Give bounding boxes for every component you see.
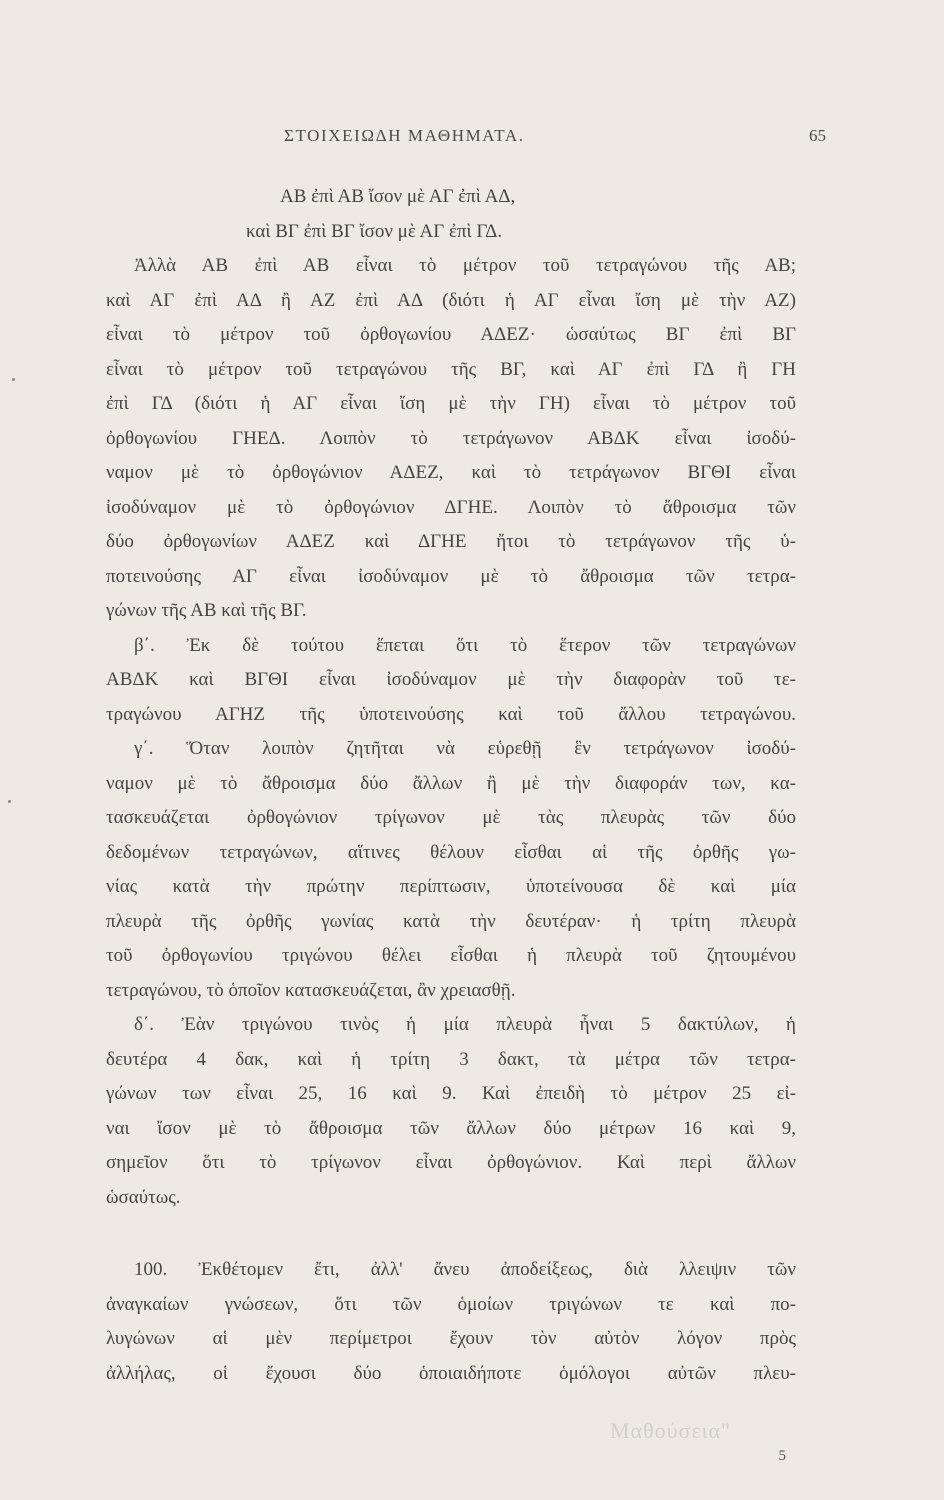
text-line: δ΄. Ἐὰν τριγώνου τινὸς ἡ μία πλευρὰ ἦναι 5 δακτύλων, ἡ — [134, 1014, 796, 1035]
signature-mark: 5 — [778, 1448, 786, 1464]
text-line: β΄. Ἐκ δὲ τούτου ἕπεται ὅτι τὸ ἕτερον τῶν τετραγώνων — [134, 634, 796, 656]
running-title: ΣΤΟΙΧΕΙΩΔΗ ΜΑΘΗΜΑΤΑ. — [284, 126, 525, 145]
text-line: καὶ ΒΓ ἐπὶ ΒΓ ἴσον μὲ ΑΓ ἐπὶ ΓΔ. — [246, 220, 503, 242]
text-line: σημεῖον ὅτι τὸ τρίγωνον εἶναι ὀρθογώνιον. Καὶ περὶ ἄλλων — [106, 1152, 796, 1173]
text-line: ναι ἴσον μὲ τὸ ἄθροισμα τῶν ἄλλων δύο μέτρων 16 καὶ 9, — [106, 1117, 796, 1139]
text-line: ΑΒΔΚ καὶ ΒΓΘΙ εἶναι ἰσοδύναμον μὲ τὴν διαφορὰν τοῦ τε- — [106, 669, 796, 690]
text-line: εἶναι τὸ μέτρον τοῦ τετραγώνου τῆς ΒΓ, καὶ ΑΓ ἐπὶ ΓΔ ἢ ΓΗ — [106, 358, 796, 380]
text-line: ναμον μὲ τὸ ἄθροισμα δύο ἄλλων ἢ μὲ τὴν διαφοράν των, κα- — [106, 772, 796, 794]
text-line: τετραγώνου, τὸ ὁποῖον κατασκευάζεται, ἂν χρειασθῇ. — [106, 979, 516, 1001]
text-line: ὡσαύτως. — [106, 1186, 181, 1208]
page-number: 65 — [809, 126, 826, 145]
text-line: τραγώνου ΑΓΗΖ τῆς ὑποτεινούσης καὶ τοῦ ἄλλου τετραγώνου. — [106, 703, 796, 725]
text-line: τοῦ ὀρθογωνίου τριγώνου θέλει εἶσθαι ἡ πλευρὰ τοῦ ζητουμένου — [106, 945, 796, 966]
paragraph-gap — [106, 1215, 796, 1253]
text-line: ναμον μὲ τὸ ὀρθογώνιον ΑΔΕΖ, καὶ τὸ τετράγωνον ΒΓΘΙ εἶναι — [106, 462, 796, 483]
text-line: καὶ ΑΓ ἐπὶ ΑΔ ἢ ΑΖ ἐπὶ ΑΔ (διότι ἡ ΑΓ εἶναι ἴση μὲ τὴν ΑΖ) — [106, 289, 796, 311]
text-line: ἐπὶ ΓΔ (διότι ἡ ΑΓ εἶναι ἴση μὲ τὴν ΓΗ) εἶναι τὸ μέτρον τοῦ — [106, 393, 796, 414]
running-head — [0, 126, 944, 148]
text-line: πλευρὰ τῆς ὀρθῆς γωνίας κατὰ τὴν δευτέραν· ἡ τρίτη πλευρὰ — [106, 910, 796, 932]
text-line: ὀρθογωνίου ΓΗΕΔ. Λοιπὸν τὸ τετράγωνον ΑΒΔΚ εἶναι ἰσοδύ- — [106, 427, 796, 449]
text-line: τασκευάζεται ὀρθογώνιον τρίγωνον μὲ τὰς πλευρὰς τῶν δύο — [106, 807, 796, 828]
text-line: ΑΒ ἐπὶ ΑΒ ἴσον μὲ ΑΓ ἐπὶ ΑΔ, — [280, 186, 516, 207]
body-text — [106, 180, 796, 1391]
text-line: ἀναγκαίων γνώσεων, ὅτι τῶν ὁμοίων τριγώνων τε καὶ πο- — [106, 1293, 796, 1315]
text-line: γώνων των εἶναι 25, 16 καὶ 9. Καὶ ἐπειδὴ τὸ μέτρον 25 εἰ- — [106, 1083, 796, 1104]
text-line: ἰσοδύναμον μὲ τὸ ὀρθογώνιον ΔΓΗΕ. Λοιπὸν τὸ ἄθροισμα τῶν — [106, 496, 796, 518]
text-line: δύο ὀρθογωνίων ΑΔΕΖ καὶ ΔΓΗΕ ἤτοι τὸ τετράγωνον τῆς ὑ- — [106, 531, 796, 552]
watermark-text: Μαθούσεια" — [610, 1418, 732, 1443]
margin-speck — [8, 800, 11, 803]
text-line: γ΄. Ὅταν λοιπὸν ζητῆται νὰ εὑρεθῇ ἓν τετράγωνον ἰσοδύ- — [134, 738, 796, 759]
text-line: 100. Ἐκθέτομεν ἔτι, ἀλλ' ἄνευ ἀποδείξεως, διὰ λλειψιν τῶν — [134, 1259, 796, 1280]
text-line: λυγώνων αἱ μὲν περίμετροι ἔχουν τὸν αὐτὸν λόγον πρὸς — [106, 1328, 796, 1349]
text-line: Ἀλλὰ ΑΒ ἐπὶ ΑΒ εἶναι τὸ μέτρον τοῦ τετραγώνου τῆς ΑΒ; — [134, 255, 796, 276]
text-line: ποτεινούσης ΑΓ εἶναι ἰσοδύναμον μὲ τὸ ἄθροισμα τῶν τετρα- — [106, 565, 796, 587]
margin-speck — [12, 378, 15, 381]
text-line: δεδομένων τετραγώνων, αἵτινες θέλουν εἶσθαι αἱ τῆς ὀρθῆς γω- — [106, 841, 796, 863]
text-line: ἀλλήλας, οἱ ἔχουσι δύο ὁποιαιδήποτε ὁμόλογοι αὐτῶν πλευ- — [106, 1362, 796, 1384]
text-line: νίας κατὰ τὴν πρώτην περίπτωσιν, ὑποτείνουσα δὲ καὶ μία — [106, 876, 796, 897]
text-line: εἶναι τὸ μέτρον τοῦ ὀρθογωνίου ΑΔΕΖ· ὡσαύτως ΒΓ ἐπὶ ΒΓ — [106, 324, 796, 345]
text-line: γώνων τῆς ΑΒ καὶ τῆς ΒΓ. — [106, 600, 307, 621]
text-line: δευτέρα 4 δακ, καὶ ἡ τρίτη 3 δακτ, τὰ μέτρα τῶν τετρα- — [106, 1048, 796, 1070]
